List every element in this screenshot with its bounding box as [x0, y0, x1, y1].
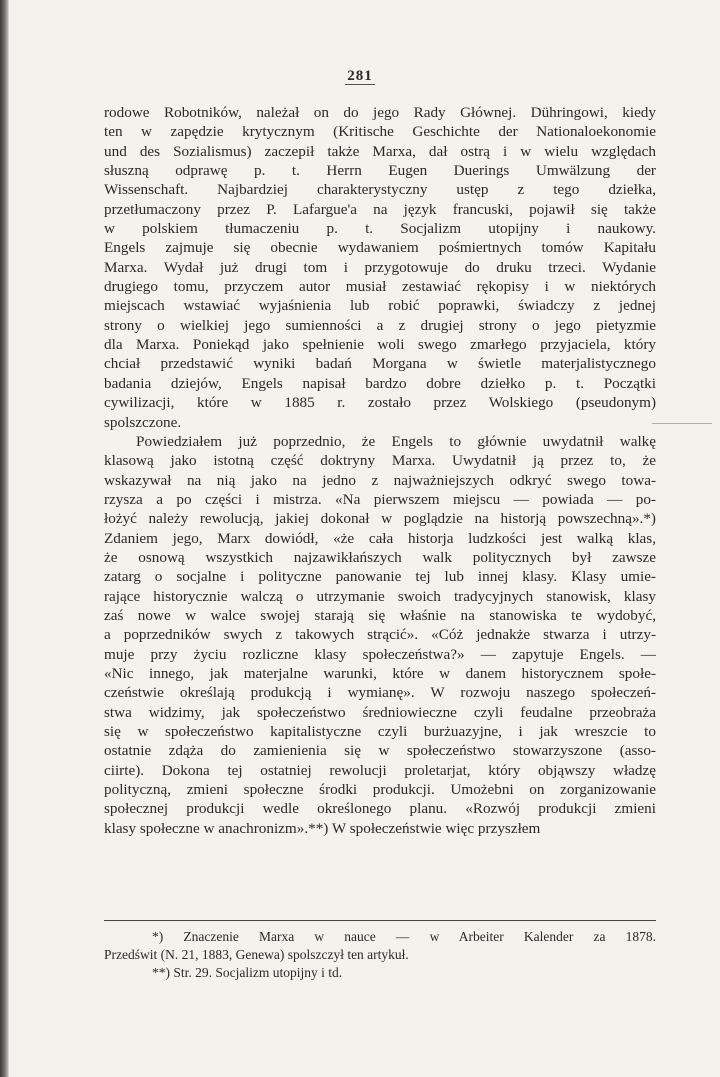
- text-line: łożyć należy rewolucją, jakiej dokonał w poglądzie na historją powszechną».*): [104, 510, 656, 528]
- text-line: und des Sozialismus) zaczepił także Marxa, dał ostrą i w wielu względach: [104, 142, 656, 160]
- text-line: zaś nowe w walce swojej starają się właśnie na stanowiska te wydobyć,: [104, 606, 656, 624]
- text-line: słuszną odprawę p. t. Herrn Eugen Duerings Umwälzung der: [104, 162, 656, 180]
- text-line: przetłumaczony przez P. Lafargue'a na język francuski, pojawił się także: [104, 200, 656, 218]
- text-line: że osnową wszystkich najzawikłańszych walk politycznych był zawsze: [104, 548, 656, 566]
- text-line: polityczną, zmieni społeczne środki produkcji. Umożebni on zorganizowanie: [104, 781, 656, 799]
- text-line: muje przy życiu rozliczne klasy społeczeństwa?» — zapytuje Engels. —: [104, 645, 656, 663]
- text-line: dla Marxa. Poniekąd jako spełnienie woli swego zmarłego przyjaciela, który: [104, 336, 656, 354]
- text-line: w polskiem tłumaczeniu p. t. Socjalizm utopijny i naukowy.: [104, 220, 656, 238]
- text-line: ten w zapędzie krytycznym (Kritische Geschichte der Nationaloekonomie: [104, 123, 656, 141]
- text-line: Engels zajmuje się obecnie wydawaniem pośmiertnych tomów Kapitału: [104, 239, 656, 257]
- margin-mark: [652, 423, 712, 424]
- text-line: Powiedziałem już poprzednio, że Engels to głównie uwydatnił walkę: [136, 432, 656, 450]
- footnote-rule: [104, 920, 656, 921]
- text-line: rające historycznie walczą o utrzymanie swoich tradycyjnych stanowisk, klasy: [104, 587, 656, 605]
- text-line: chciał przedstawić wyniki badań Morgana w świetle materjalistycznego: [104, 355, 656, 373]
- text-line: strony o wielkiej jego sumienności a z drugiej strony o jego pietyzmie: [104, 316, 656, 334]
- footnote-line: Przedświt (N. 21, 1883, Genewa) spolszczył ten artykuł.: [104, 947, 409, 962]
- text-line: Wissenschaft. Najbardziej charakterystyczny ustęp z tego dziełka,: [104, 181, 656, 199]
- text-line: miejscach wstawiać wyjaśnienia lub robić poprawki, świadczy z jednej: [104, 297, 656, 315]
- text-line: Zdaniem jego, Marx dowiódł, «że cała historja ludzkości jest walką klas,: [104, 529, 656, 547]
- text-line: ciirte). Dokona tej ostatniej rewolucji proletarjat, który objąwszy władzę: [104, 761, 656, 779]
- text-line: drugiego tomu, przyczem autor musiał zestawiać rękopisy i w niektórych: [104, 278, 656, 296]
- text-line: czeństwie określają produkcją i wymianę». W rozwoju naszego społeczeń-: [104, 684, 656, 702]
- text-line: zatarg o socjalne i polityczne panowanie tej lub innej klasy. Klasy umie-: [104, 568, 656, 586]
- text-line: się w społeczeństwo kapitalistyczne czyli burżuazyjne, i jak wreszcie to: [104, 723, 656, 740]
- footnotes: [104, 928, 656, 982]
- text-line: wskazywał na nią jako na jedno z najważniejszych odkryć swego towa-: [104, 471, 656, 489]
- text-line: spolszczone.: [104, 413, 182, 431]
- footnote-line: *) Znaczenie Marxa w nauce — w Arbeiter Kalender za 1878.: [152, 929, 656, 944]
- body-text: [104, 103, 656, 838]
- text-line: klasową jako istotną część doktryny Marxa. Uwydatnił ją przez to, że: [104, 452, 656, 470]
- text-line: stwa widzimy, jak społeczeństwo średniowieczne czyli feudalne przeobraża: [104, 703, 656, 721]
- text-line: ostatnie zdąża do zamienienia się w społeczeństwo stowarzyszone (asso-: [104, 742, 656, 760]
- page-number: 281: [347, 68, 373, 84]
- text-line: a poprzedników swych z takowych strącić». «Cóż jednakże stwarza i utrzy-: [104, 626, 656, 644]
- text-line: klasy społeczne w anachronizm».**) W społeczeństwie więc przyszłem: [104, 819, 541, 837]
- text-line: społecznej produkcji wedle określonego planu. «Rozwój produkcji zmieni: [104, 800, 656, 818]
- text-line: Marxa. Wydał już drugi tom i przygotowuje do druku trzeci. Wydanie: [104, 258, 656, 276]
- text-line: rzysza a po części i mistrza. «Na pierwszem miejscu — powiada — po-: [104, 490, 656, 508]
- text-line: rodowe Robotników, należał on do jego Rady Głównej. Dühringowi, kiedy: [104, 104, 656, 121]
- text-line: cywilizacji, które w 1885 r. zostało przez Wolskiego (pseudonym): [104, 394, 656, 412]
- page-edge-shadow: [0, 0, 9, 1077]
- text-line: badania dziejów, Engels napisał bardzo dobre dziełko p. t. Początki: [104, 374, 656, 392]
- footnote-line: **) Str. 29. Socjalizm utopijny i td.: [152, 965, 343, 980]
- text-line: «Nic innego, jak materjalne warunki, które w danem historycznem społe-: [104, 664, 656, 682]
